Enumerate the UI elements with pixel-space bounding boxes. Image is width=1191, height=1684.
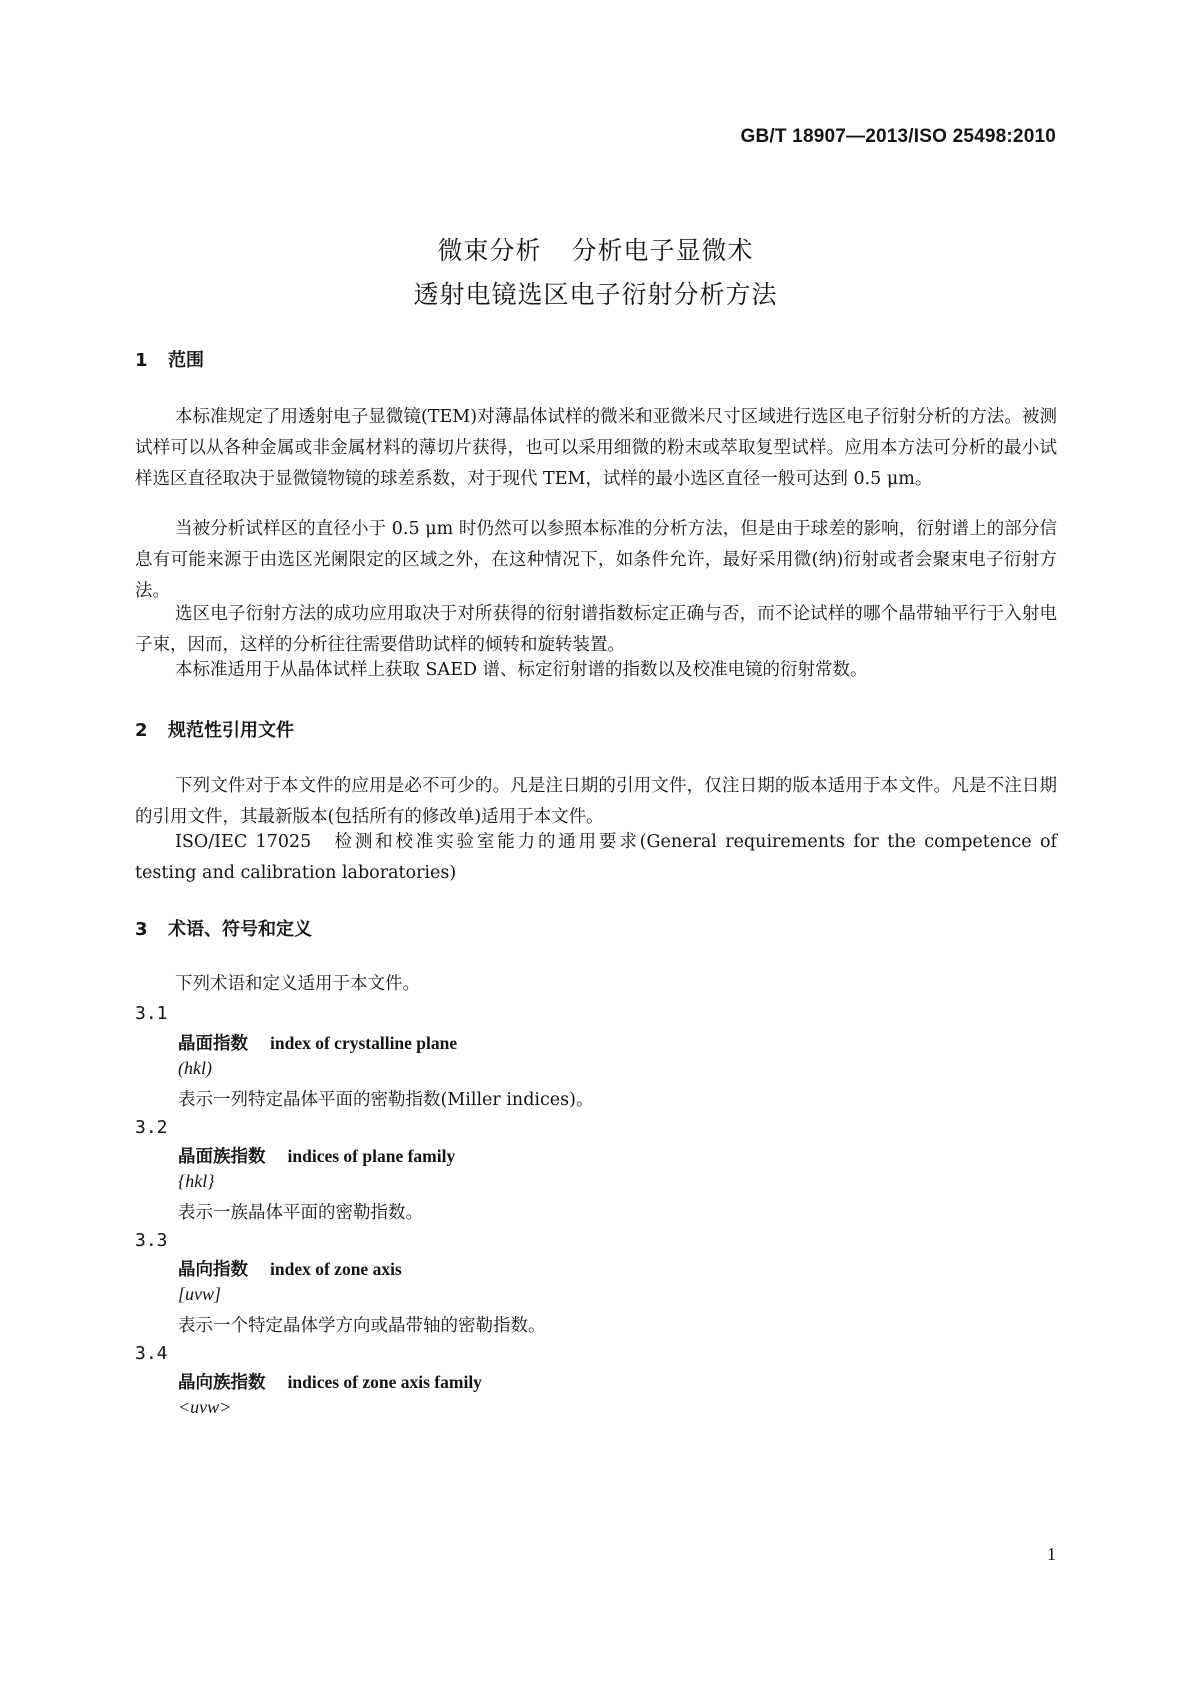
term-definition: 表示一个特定晶体学方向或晶带轴的密勒指数。 (178, 1316, 546, 1336)
term-definition: 表示一列特定晶体平面的密勒指数(Miller indices)。 (178, 1090, 594, 1110)
term-title (178, 1369, 482, 1394)
term-notation: {hkl} (178, 1171, 215, 1191)
section2-paragraph-1: 下列文件对于本文件的应用是必不可少的。凡是注日期的引用文件，仅注日期的版本适用于本文件。凡是不注日期的引用文件，其最新版本(包括所有的修改单)适用于本文件。 (135, 776, 1057, 827)
section1-paragraph-4: 本标准适用于从晶体试样上获取 SAED 谱、标定衍射谱的指数以及校准电镜的衍射常数。 (175, 660, 868, 680)
title-part2: 分析电子显微术 (571, 236, 754, 265)
section1-paragraph-1: 本标准规定了用透射电子显微镜(TEM)对薄晶体试样的微米和亚微米尺寸区域进行选区电子衍射分析的方法。被测试样可以从各种金属或非金属材料的薄切片获得，也可以采用细微的粉末或萃取复型试样。应用本方法可分析的最小试样选区直径取决于显微镜物镜的球差系数，对于现代 TEM，试样的最小选区直径一般可达到 0.5 μm。 (135, 407, 1057, 489)
page-number: 1 (1047, 1544, 1056, 1564)
section1-heading (135, 346, 204, 372)
term-number: 3.2 (135, 1117, 168, 1138)
term-notation: [uvw] (178, 1284, 222, 1304)
term-title (178, 1030, 457, 1055)
term-name-zh: 晶向指数 (178, 1260, 248, 1280)
section2-heading (135, 716, 294, 742)
term-notation: (hkl) (178, 1058, 212, 1078)
term-name-zh: 晶向族指数 (178, 1373, 266, 1393)
term-name-zh: 晶面指数 (178, 1034, 248, 1054)
term-name-en: index of crystalline plane (270, 1033, 458, 1053)
term-title (178, 1143, 455, 1168)
term-name-en: indices of zone axis family (287, 1372, 482, 1392)
section3-intro: 下列术语和定义适用于本文件。 (175, 974, 420, 994)
document-title-line2: 透射电镜选区电子衍射分析方法 (413, 280, 778, 309)
term-name-en: indices of plane family (287, 1146, 456, 1166)
title-part1: 微束分析 (437, 236, 542, 265)
section1-number: 1 (135, 350, 148, 371)
section1-paragraph-3: 选区电子衍射方法的成功应用取决于对所获得的衍射谱指数标定正确与否，而不论试样的哪个晶带轴平行于入射电子束，因而，这样的分析往往需要借助试样的倾转和旋转装置。 (135, 604, 1057, 655)
term-number: 3.1 (135, 1003, 168, 1024)
term-name-zh: 晶面族指数 (178, 1147, 266, 1167)
section2-number: 2 (135, 720, 148, 741)
section1-title: 范围 (168, 350, 204, 371)
term-title (178, 1256, 402, 1281)
section2-title: 规范性引用文件 (168, 720, 294, 741)
document-title-line1 (0, 231, 1191, 267)
section3-heading (135, 915, 312, 941)
standard-code: GB/T 18907—2013/ISO 25498:2010 (740, 126, 1056, 147)
section1-paragraph-2: 当被分析试样区的直径小于 0.5 μm 时仍然可以参照本标准的分析方法，但是由于球差的影响，衍射谱上的部分信息有可能来源于由选区光阑限定的区域之外，在这种情况下，如条件允许，最好采用微(纳)衍射或者会聚束电子衍射方法。 (135, 519, 1057, 601)
section2-reference-iso17025: ISO/IEC 17025 检测和校准实验室能力的通用要求(General requirements for the competence of testing and calibration laboratories) (135, 832, 1057, 883)
section3-number: 3 (135, 919, 148, 940)
term-name-en: index of zone axis (270, 1259, 402, 1279)
term-notation: <uvw> (178, 1397, 232, 1417)
term-number: 3.4 (135, 1343, 168, 1364)
section3-title: 术语、符号和定义 (168, 919, 312, 940)
term-number: 3.3 (135, 1230, 168, 1251)
term-definition: 表示一族晶体平面的密勒指数。 (178, 1203, 423, 1223)
